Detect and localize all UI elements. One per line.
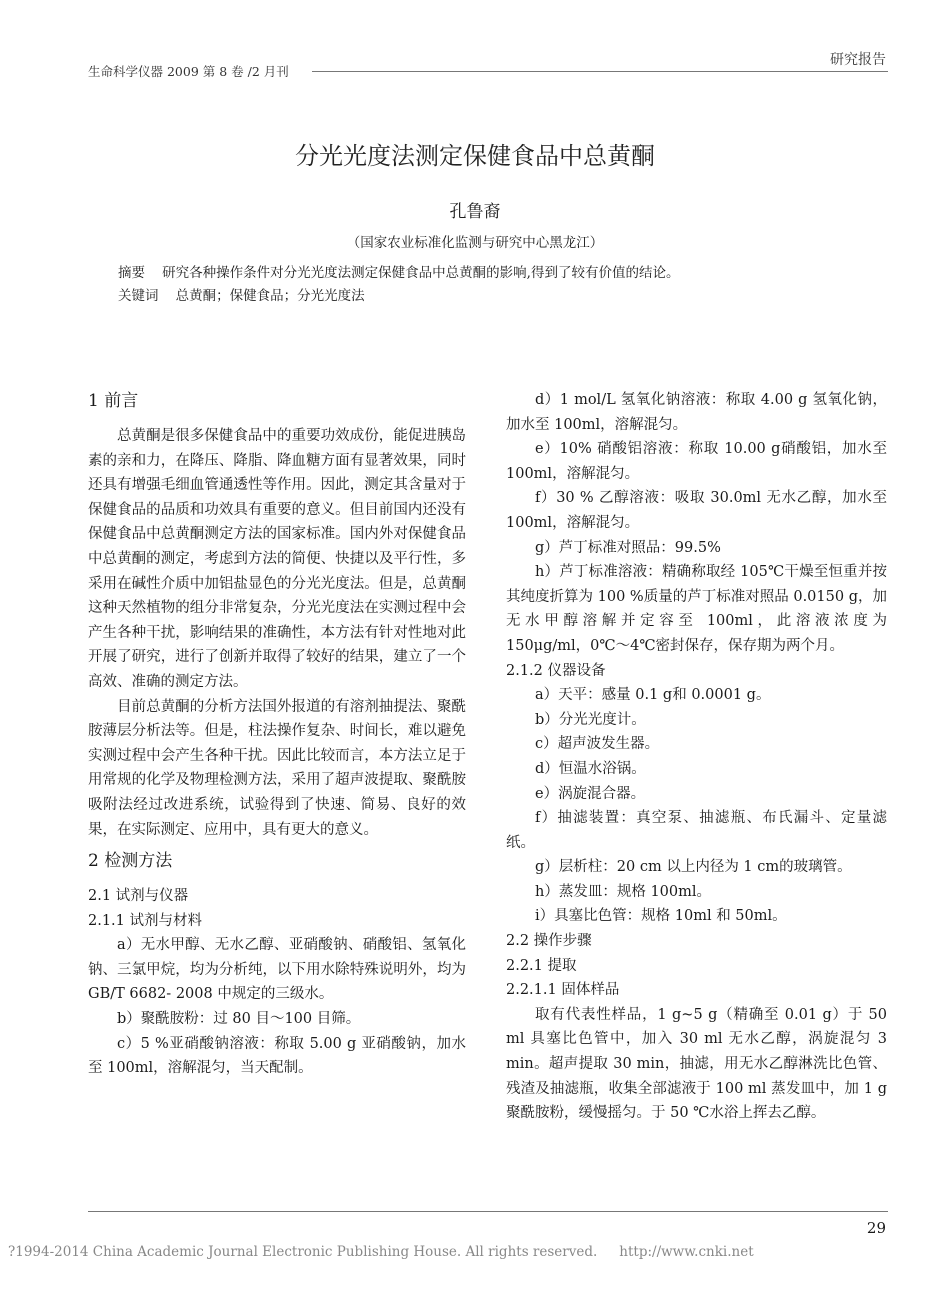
paragraph: c）5 %亚硝酸钠溶液：称取 5.00 g 亚硝酸钠，加水至 100ml，溶解混匀，当天配制。 <box>88 1035 466 1077</box>
paragraph: f）30 % 乙醇溶液：吸取 30.0ml 无水乙醇，加水至 100ml，溶解混匀。 <box>506 490 887 531</box>
article-title: 分光光度法测定保健食品中总黄酮 <box>295 142 655 170</box>
subsection-heading: 2.1.1 试剂与材料 <box>88 912 203 929</box>
copyright-notice <box>8 1244 754 1260</box>
subsection-heading: 2.2 操作步骤 <box>506 933 592 950</box>
paragraph: g）芦丁标准对照品：99.5% <box>535 539 721 556</box>
paragraph: h）蒸发皿：规格 100ml。 <box>535 883 712 900</box>
keywords-text: 关键词 总黄酮；保健食品；分光光度法 <box>118 288 365 304</box>
header-rule <box>312 71 888 72</box>
paragraph: g）层析柱：20 cm 以上内径为 1 cm的玻璃管。 <box>535 859 852 876</box>
paragraph: c）超声波发生器。 <box>535 736 660 753</box>
paragraph: a）无水甲醇、无水乙醇、亚硝酸钠、硝酸铝、氢氧化钠、三氯甲烷，均为分析纯，以下用水除特殊说明外，均为 GB/T 6682- 2008 中规定的三级水。 <box>88 937 466 1003</box>
paragraph: e）10% 硝酸铝溶液：称取 10.00 g硝酸铝，加水至 100ml，溶解混匀。 <box>506 441 887 482</box>
page-number: 29 <box>866 1219 886 1237</box>
left-column <box>88 388 466 1081</box>
paragraph: e）涡旋混合器。 <box>535 785 646 802</box>
subsection-heading: 2.1.2 仪器设备 <box>506 662 606 679</box>
paragraph: i）具塞比色管：规格 10ml 和 50ml。 <box>535 908 787 925</box>
paragraph: b）分光光度计。 <box>535 711 646 728</box>
abstract-text: 摘要 研究各种操作条件对分光光度法测定保健食品中总黄酮的影响,得到了较有价值的结论。 <box>118 265 680 281</box>
journal-header: 生命科学仪器 2009 第 8 卷 /2 月刊 <box>88 64 289 79</box>
paragraph: d）恒温水浴锅。 <box>535 760 646 777</box>
subsection-heading: 2.2.1 提取 <box>506 957 577 974</box>
section-heading: 2 检测方法 <box>88 851 173 872</box>
paragraph: b）聚酰胺粉：过 80 目～100 目筛。 <box>117 1011 361 1028</box>
paragraph: 取有代表性样品，1 g~5 g（精确至 0.01 g）于 50 ml 具塞比色管中，加入 30 ml 无水乙醇，涡旋混匀 3 min。超声提取 30 min，抽滤，用无水乙醇淋洗比色管、残渣及抽滤瓶，收集全部滤液于 100 ml 蒸发皿中，加 1 g 聚酰胺粉，缓慢摇匀。于 50 ℃水浴上挥去乙醇。 <box>506 1006 887 1122</box>
right-column <box>506 388 887 1126</box>
paragraph: d）1 mol/L 氢氧化钠溶液：称取 4.00 g 氢氧化钠，加水至 100ml，溶解混匀。 <box>506 392 887 433</box>
paragraph: f）抽滤装置：真空泵、抽滤瓶、布氏漏斗、定量滤纸。 <box>506 810 887 851</box>
subsection-heading: 2.2.1.1 固体样品 <box>506 982 620 999</box>
footer-rule <box>88 1211 888 1212</box>
section-label: 研究报告 <box>830 52 886 68</box>
paragraph: 目前总黄酮的分析方法国外报道的有溶剂抽提法、聚酰胺薄层分析法等。但是，柱法操作复杂、时间长，难以避免实测过程中会产生各种干扰。因此比较而言，本方法立足于用常规的化学及物理检测方法，采用了超声波提取、聚酰胺吸附法经过改进系统，试验得到了快速、简易、良好的效果，在实际测定、应用中，具有更大的意义。 <box>88 698 466 838</box>
paragraph: 总黄酮是很多保健食品中的重要功效成份，能促进胰岛素的亲和力，在降压、降脂、降血糖方面有显著效果，同时还具有增强毛细血管通透性等作用。因此，测定其含量对于保健食品的品质和功效具有重要的意义。但目前国内还没有保健食品中总黄酮测定方法的国家标准。国内外对保健食品中总黄酮的测定，考虑到方法的简便、快捷以及平行性，多采用在碱性介质中加铝盐显色的分光光度法。但是，总黄酮这种天然植物的组分非常复杂，分光光度法在实测过程中会产生各种干扰，影响结果的准确性，本方法有针对性地对此开展了研究，进行了创新并取得了较好的结果，建立了一个高效、准确的测定方法。 <box>88 428 466 690</box>
affiliation: （国家农业标准化监测与研究中心黑龙江） <box>346 235 604 251</box>
subsection-heading: 2.1 试剂与仪器 <box>88 888 189 905</box>
paragraph: a）天平：感量 0.1 g和 0.0001 g。 <box>535 687 771 704</box>
paragraph: h）芦丁标准溶液：精确称取经 105℃干燥至恒重并按其纯度折算为 100 %质量的芦丁标准对照品 0.0150 g，加无水甲醇溶解并定容至 100ml，此溶液浓度为 150μg/ml，0℃～4℃密封保存，保存期为两个月。 <box>506 564 887 654</box>
section-heading: 1 前言 <box>88 391 139 411</box>
abstract-block <box>118 262 898 308</box>
copyright-text: ?1994-2014 China Academic Journal Electronic Publishing House. All rights reserved. <box>8 1244 598 1260</box>
author: 孔鲁裔 <box>449 202 501 222</box>
copyright-url[interactable]: http://www.cnki.net <box>619 1244 754 1260</box>
